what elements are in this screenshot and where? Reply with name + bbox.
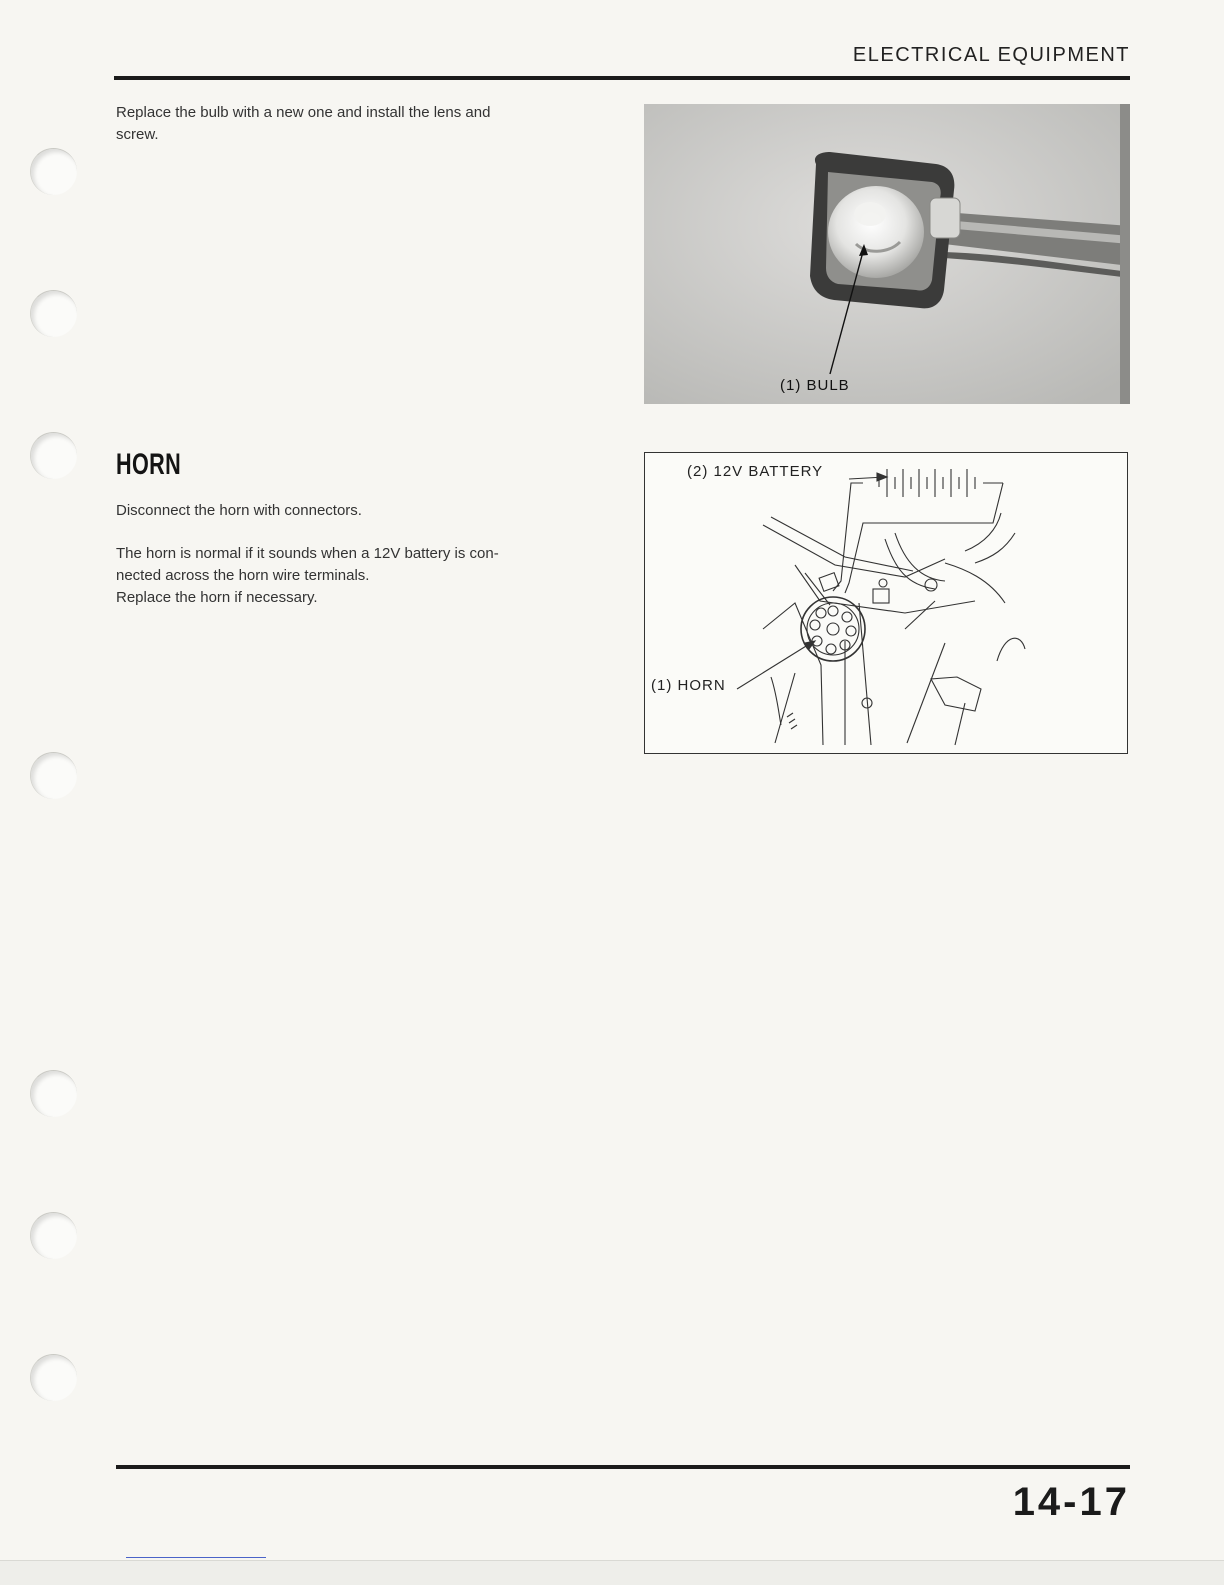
page-bottom-edge [0, 1560, 1224, 1585]
punch-hole [30, 1070, 77, 1117]
horn-test-paragraph-line: The horn is normal if it sounds when a 12V battery is con- [116, 545, 499, 562]
section-title: ELECTRICAL EQUIPMENT [852, 44, 1130, 66]
bulb-callout-label: (1) BULB [780, 377, 850, 394]
horn-instruction: Disconnect the horn with connectors. [116, 502, 362, 519]
horn-replace-note: Replace the horn if necessary. [116, 589, 318, 606]
intro-paragraph-line: Replace the bulb with a new one and install the lens and [116, 104, 491, 121]
punch-hole [30, 1354, 77, 1401]
footer-rule [116, 1465, 1130, 1469]
horn-test-paragraph-line: nected across the horn wire terminals. [116, 567, 370, 584]
punch-hole [30, 752, 77, 799]
scan-artifact-line [126, 1557, 266, 1558]
punch-hole [30, 1212, 77, 1259]
punch-hole [30, 148, 77, 195]
horn-callout-label: (1) HORN [651, 677, 726, 694]
intro-paragraph-line: screw. [116, 126, 159, 143]
section-heading: HORN [116, 448, 182, 481]
page-number: 14-17 [1012, 1480, 1130, 1524]
header-rule [114, 76, 1130, 80]
battery-callout-label: (2) 12V BATTERY [687, 463, 824, 480]
bulb-photo [644, 104, 1130, 404]
punch-hole [30, 290, 77, 337]
horn-wiring-diagram [644, 452, 1128, 754]
punch-hole [30, 432, 77, 479]
